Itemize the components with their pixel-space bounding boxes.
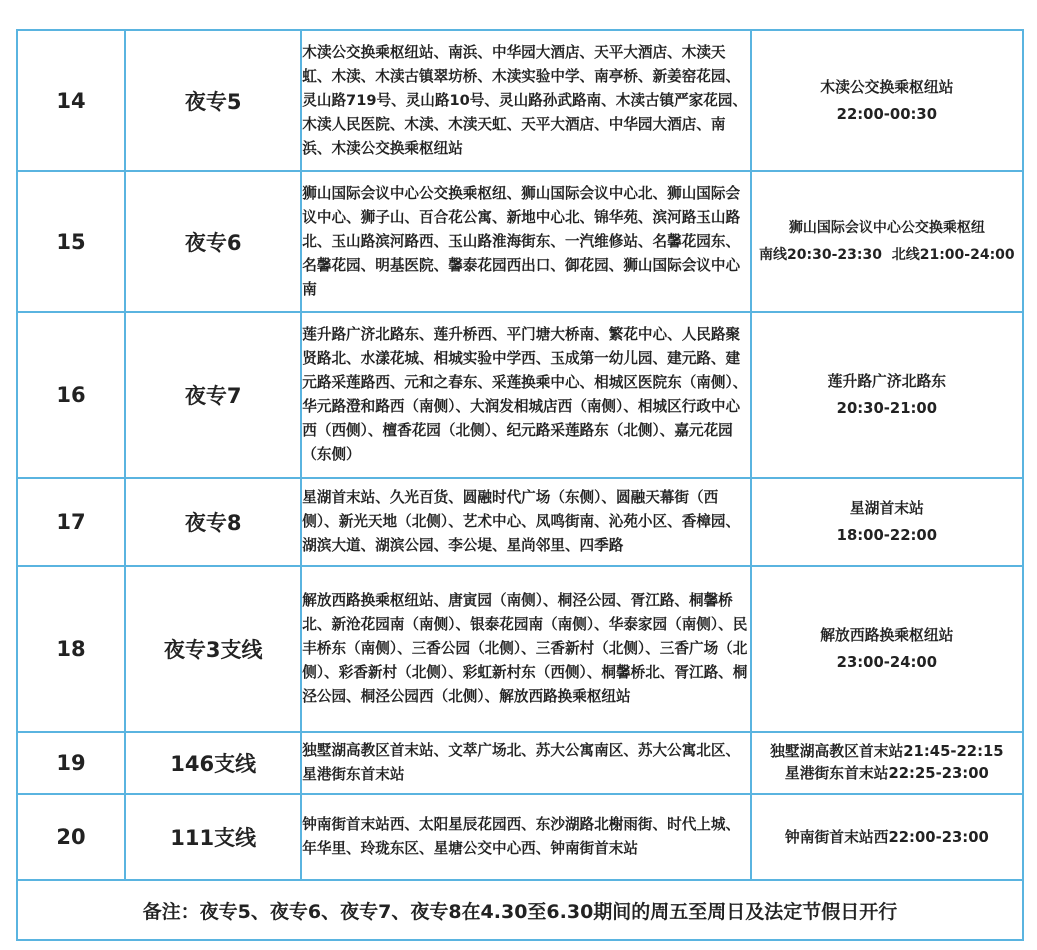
route-stops: 莲升路广济北路东、莲升桥西、平门塘大桥南、繁花中心、人民路聚贤路北、水漾花城、相城实验中学西、玉成第一幼儿园、建元路、建元路采莲路西、元和之春东、采莲换乘中心、相城区医院东（南侧）、华元路澄和路西（南侧）、大润发相城店西（南侧）、相城区行政中心西（西侧）、檀香花园（北侧）、纪元路采莲路东（北侧）、嘉元花园（东侧） (301, 312, 750, 478)
route-hours: 星港街东首末站22:25-23:00 (784, 765, 989, 782)
route-terminal: 解放西路换乘枢纽站 (820, 627, 954, 644)
table-row (17, 171, 1023, 312)
table-row (17, 732, 1023, 794)
route-number: 14 (17, 30, 125, 171)
note-row (17, 880, 1023, 940)
route-number: 19 (17, 732, 125, 794)
route-hours: 独墅湖高教区首末站21:45-22:15 (770, 743, 1004, 760)
route-hours: 23:00-24:00 (836, 654, 938, 671)
bus-route-table (16, 29, 1024, 941)
route-name: 夜专5 (125, 30, 301, 171)
route-stops: 狮山国际会议中心公交换乘枢纽、狮山国际会议中心北、狮山国际会议中心、狮子山、百合花公寓、新地中心北、锦华苑、滨河路玉山路北、玉山路滨河路西、玉山路淮海街东、一汽维修站、名馨花园东、名馨花园、明基医院、馨泰花园西出口、御花园、狮山国际会议中心南 (301, 171, 750, 312)
route-times (751, 794, 1023, 880)
route-terminal: 星湖首末站 (849, 500, 924, 517)
route-times (751, 171, 1023, 312)
route-name: 146支线 (125, 732, 301, 794)
route-hours: 18:00-22:00 (836, 527, 938, 544)
route-number: 15 (17, 171, 125, 312)
route-times (751, 478, 1023, 566)
route-stops: 钟南街首末站西、太阳星辰花园西、东沙湖路北榭雨街、时代上城、年华里、玲珑东区、星塘公交中心西、钟南街首末站 (301, 794, 750, 880)
footnote: 备注：夜专5、夜专6、夜专7、夜专8在4.30至6.30期间的周五至周日及法定节假日开行 (17, 880, 1023, 940)
route-number: 18 (17, 566, 125, 732)
route-name: 夜专8 (125, 478, 301, 566)
route-hours: 22:00-00:30 (836, 105, 938, 123)
route-stops: 解放西路换乘枢纽站、唐寅园（南侧）、桐泾公园、胥江路、桐馨桥北、新沧花园南（南侧）、银泰花园南（南侧）、华泰家园（南侧）、民丰桥东（南侧）、三香公园（北侧）、三香新村（北侧）、三香广场（北侧）、彩香新村（北侧）、彩虹新村东（西侧）、桐馨桥北、胥江路、桐泾公园、桐泾公园西（北侧）、解放西路换乘枢纽站 (301, 566, 750, 732)
route-hours: 20:30-21:00 (836, 400, 938, 417)
table-row (17, 30, 1023, 171)
route-times (751, 566, 1023, 732)
table-row (17, 312, 1023, 478)
route-name: 夜专7 (125, 312, 301, 478)
route-hours: 南线20:30-23:30 北线21:00-24:00 (759, 246, 1015, 263)
table-row (17, 478, 1023, 566)
route-times (751, 312, 1023, 478)
route-terminal: 木渎公交换乘枢纽站 (820, 78, 954, 96)
route-terminal: 狮山国际会议中心公交换乘枢纽 (788, 219, 985, 236)
table-row (17, 794, 1023, 880)
route-number: 17 (17, 478, 125, 566)
table-row (17, 566, 1023, 732)
route-terminal: 莲升路广济北路东 (827, 373, 947, 390)
route-hours: 钟南街首末站西22:00-23:00 (784, 828, 989, 846)
route-name: 夜专3支线 (125, 566, 301, 732)
route-name: 夜专6 (125, 171, 301, 312)
route-name: 111支线 (125, 794, 301, 880)
route-times (751, 30, 1023, 171)
route-stops: 星湖首末站、久光百货、圆融时代广场（东侧）、圆融天幕街（西侧）、新光天地（北侧）、艺术中心、凤鸣街南、沁苑小区、香樟园、湖滨大道、湖滨公园、李公堤、星尚邻里、四季路 (301, 478, 750, 566)
route-stops: 独墅湖高教区首末站、文萃广场北、苏大公寓南区、苏大公寓北区、星港街东首末站 (301, 732, 750, 794)
route-number: 20 (17, 794, 125, 880)
route-times (751, 732, 1023, 794)
route-number: 16 (17, 312, 125, 478)
route-stops: 木渎公交换乘枢纽站、南浜、中华园大酒店、天平大酒店、木渎天虹、木渎、木渎古镇翠坊桥、木渎实验中学、南亭桥、新姜窑花园、灵山路719号、灵山路10号、灵山路孙武路南、木渎古镇严家花园、木渎人民医院、木渎、木渎天虹、天平大酒店、中华园大酒店、南浜、木渎公交换乘枢纽站 (301, 30, 750, 171)
